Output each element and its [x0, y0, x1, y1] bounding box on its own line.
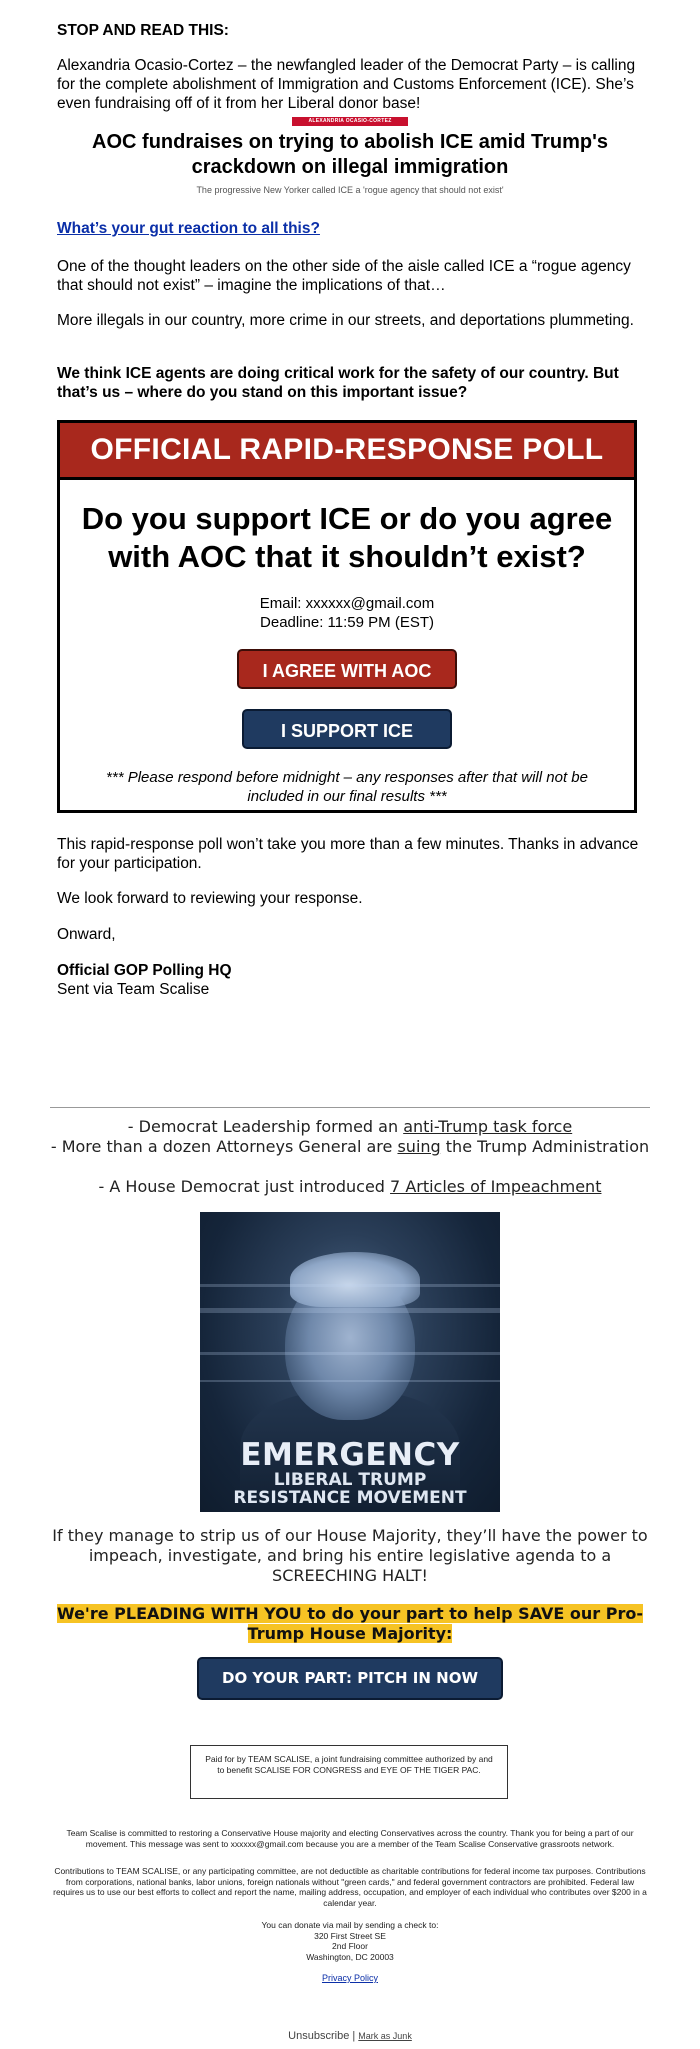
banner-line-1: LIBERAL TRUMP: [273, 1470, 427, 1490]
suing-link[interactable]: suing: [397, 1137, 441, 1156]
paragraph-look-forward: We look forward to reviewing your response.: [57, 890, 363, 907]
plead-paragraph: If they manage to strip us of our House Majority, they’ll have the power to impeach, investigate, and bring his entire legislative agenda to a SCREECHING HALT!: [52, 1526, 648, 1585]
section-divider: [50, 1107, 650, 1108]
address-line-3: Washington, DC 20003: [306, 1951, 394, 1962]
bullet-task-force-text: - Democrat Leadership formed an: [127, 1117, 404, 1136]
glitch-line: [200, 1380, 500, 1382]
address-line-1: 320 First Street SE: [314, 1930, 386, 1941]
address-line-2: 2nd Floor: [332, 1941, 368, 1951]
anti-trump-task-force-link[interactable]: anti-Trump task force: [403, 1117, 573, 1136]
headline-tag: ALEXANDRIA OCASIO-CORTEZ: [292, 117, 408, 126]
paragraph-onward: Onward,: [57, 926, 116, 943]
bullet-impeachment: [50, 1177, 650, 1197]
poll-deadline: Deadline: 11:59 PM (EST): [260, 614, 434, 631]
privacy-policy-link[interactable]: Privacy Policy: [321, 1973, 378, 1983]
intro-paragraph: Alexandria Ocasio-Cortez – the newfangled leader of the Democrat Party – is calling for the complete abolishment of Immigration and Customs Enforcement (ICE). She’s even fundraising off of it from her Liberal donor base!: [57, 57, 636, 112]
bullet-ag-text: - More than a dozen Attorneys General are: [50, 1137, 398, 1156]
agree-with-aoc-button[interactable]: I AGREE WITH AOC: [237, 649, 457, 689]
plead-highlight-text: We're PLEADING WITH YOU to do your part to help SAVE our Pro-Trump House Majority:: [57, 1604, 643, 1643]
unsubscribe-link[interactable]: Unsubscribe: [288, 2030, 350, 2042]
articles-of-impeachment-link[interactable]: 7 Articles of Impeachment: [390, 1177, 602, 1196]
paragraph-ice-agents: We think ICE agents are doing critical work for the safety of our country. But that’s us – where do you stand on this important issue?: [57, 365, 619, 401]
unsubscribe-bar: [0, 2030, 700, 2042]
stop-heading: STOP AND READ THIS:: [57, 22, 229, 39]
portrait-hair: [290, 1252, 420, 1307]
gut-reaction-link[interactable]: What’s your gut reaction to all this?: [57, 220, 320, 237]
glitch-line: [200, 1308, 500, 1313]
poll-question: Do you support ICE or do you agree with AOC that it shouldn’t exist?: [81, 501, 613, 574]
mail-intro: You can donate via mail by sending a check to:: [261, 1920, 439, 1930]
footer-contributions: Contributions to TEAM SCALISE, or any participating committee, are not deductible as charitable contributions for federal income tax purposes. Contributions from corporations, national banks, labor unions, foreign nationals without "green cards," and federal government contractors are prohibited. Federal law requires us to use our best efforts to collect and report the name, mailing address, occupation, and employer of each individual who contributes over $200 in a calendar year.: [53, 1866, 647, 1908]
bullet-ag-text-end: the Trump Administration: [440, 1137, 650, 1156]
glitch-line: [200, 1284, 500, 1287]
bullet-task-force: [50, 1117, 650, 1137]
footer-committed: Team Scalise is committed to restoring a Conservative House majority and electing Conservatives across the country. Thank you for being a part of our movement. This message was sent to xxxxxx@gmail.com because you are a member of the Team Scalise Conservative grassroots network.: [66, 1828, 634, 1849]
poll-note: *** Please respond before midnight – any responses after that will not be included in our final results ***: [106, 769, 588, 805]
paragraph-rogue-agency: One of the thought leaders on the other side of the aisle called ICE a “rogue agency that should not exist” – imagine the implications of that…: [57, 258, 631, 294]
bullet-attorneys-general: [50, 1137, 650, 1157]
footer-mail-address: [50, 1920, 650, 1962]
poll-box: [57, 420, 637, 813]
headline-title: AOC fundraises on trying to abolish ICE amid Trump's crackdown on illegal immigration: [92, 131, 608, 178]
poll-email: Email: xxxxxx@gmail.com: [259, 595, 435, 612]
poll-header: OFFICIAL RAPID-RESPONSE POLL: [60, 423, 634, 480]
glitch-line: [200, 1352, 500, 1355]
link-separator: |: [352, 2030, 356, 2042]
pitch-in-button[interactable]: DO YOUR PART: PITCH IN NOW: [197, 1657, 503, 1700]
mark-as-junk-link[interactable]: Mark as Junk: [358, 2031, 412, 2041]
signature-via: Sent via Team Scalise: [57, 981, 210, 998]
support-ice-button[interactable]: I SUPPORT ICE: [242, 709, 452, 749]
bullet-impeachment-text: - A House Democrat just introduced: [98, 1177, 391, 1196]
headline-subtitle: The progressive New Yorker called ICE a 'rogue agency that should not exist': [196, 185, 504, 195]
banner-line-2: RESISTANCE MOVEMENT: [233, 1488, 467, 1508]
paragraph-illegals: More illegals in our country, more crime in our streets, and deportations plummeting.: [57, 312, 634, 329]
plead-highlight: [50, 1604, 650, 1644]
banner-title: EMERGENCY: [240, 1437, 460, 1473]
paragraph-poll-time: This rapid-response poll won’t take you more than a few minutes. Thanks in advance for your participation.: [57, 836, 639, 872]
paid-for-by-box: Paid for by TEAM SCALISE, a joint fundraising committee authorized by and to benefit SCALISE FOR CONGRESS and EYE OF THE TIGER PAC.: [190, 1745, 508, 1799]
signature-name: Official GOP Polling HQ: [57, 962, 232, 979]
emergency-banner-image[interactable]: [200, 1212, 500, 1512]
